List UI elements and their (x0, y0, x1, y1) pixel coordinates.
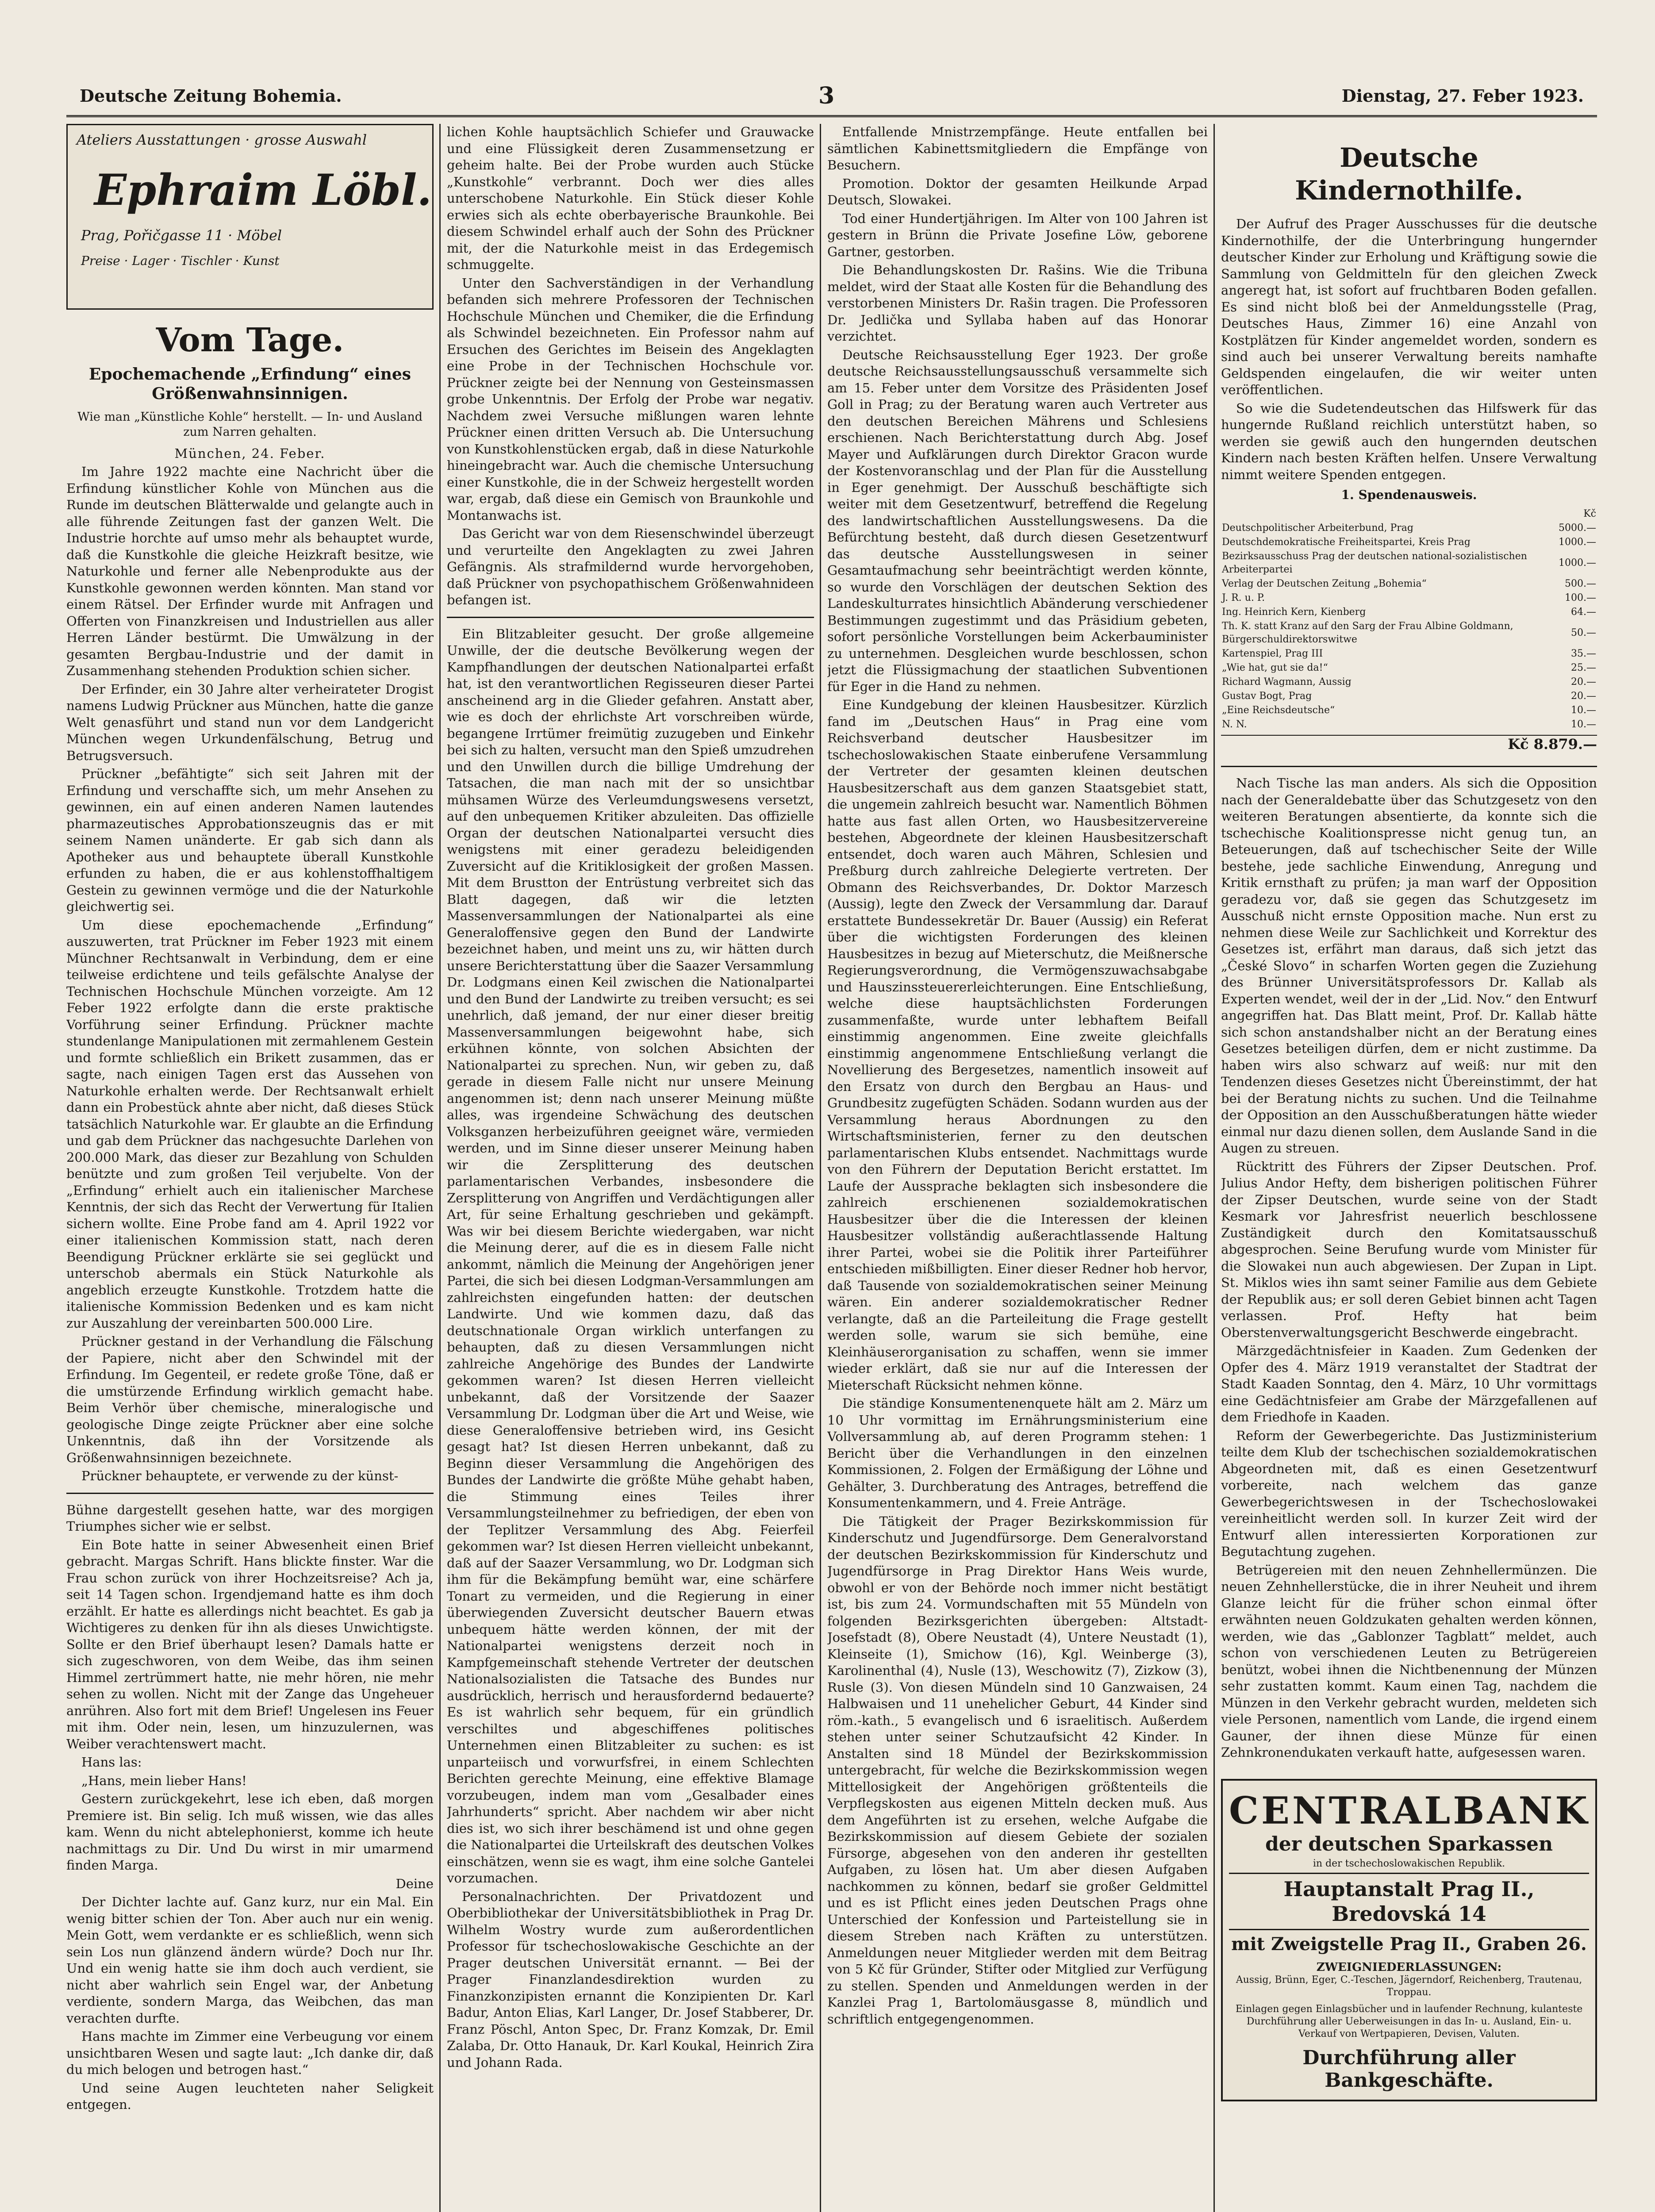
spend-row (1222, 676, 1596, 689)
column-3 (827, 124, 1208, 2212)
news-item: Entfallende Mnistrzempfänge. Heute entfallen bei sämtlichen Kabinettsmitgliedern die Empfänge von Besuchern. (827, 124, 1208, 173)
spend-donor: „Eine Reichsdeutsche“ (1222, 705, 1335, 716)
spend-row (1222, 704, 1596, 717)
spend-row (1222, 522, 1596, 535)
spend-donor: Deutschdemokratische Freiheitspartei, Kreis Prag (1222, 537, 1471, 548)
news-item: Die ständige Konsumentenenquete hält am 2. März um 10 Uhr vormittag im Ernährungsministerium eine Vollversammlung ab, auf deren Programm stehen: 1 Bericht über die Verhandlungen in den einzelnen Kommissionen, 2. Folgen der Ermäßigung der Löhne und Gehälter, 3. Durchberatung des Antrages, betreffend die Konsumentenkammern, und 4. Freie Anträge. (827, 1396, 1208, 1510)
bank-subtitle: der deutschen Sparkassen (1265, 1832, 1553, 1855)
article-paragraph: Das Gericht war von dem Riesenschwindel überzeugt und verurteilte den Angeklagten zu zwei Jahren Gefängnis. Als strafmildernd wurde hervorgehoben, daß Prückner von psychopathischem Größenwahnideen befangen ist. (447, 526, 814, 607)
spend-row (1222, 620, 1596, 646)
spend-row (1222, 606, 1596, 619)
feuilleton-paragraph: Bühne dargestellt gesehen hatte, war des morgigen Triumphes sicher wie er selbst. (66, 1502, 434, 1534)
article-paragraph: Ein Blitzableiter gesucht. Der große allgemeine Unwille, der die deutsche Bevölkerung wegen der Kampfhandlungen der deutschen Nationalpartei erfaßt hat, ist den verantwortlichen Regisseuren dieser Partei anscheinend arg in die Glieder gefahren. Anstatt aber, wie es doch der ehrlichste Art vorschreiben würde, begangene Irrtümer freimütig zuzugeben und Einkehr bei sich zu halten, versucht man den Spieß umzudrehen und den Unwillen durch die billige Umdrehung der Tatsachen, die man nach mit der so unsichtbar mühsamen Würze des Verleumdungswesens versetzt, auf den unbequemen Kritiker abzuleiten. Das offizielle Organ der deutschen Nationalpartei versucht dies wenigstens mit einer geradezu beleidigenden Zuversicht auf die Kritiklosigkeit der großen Massen. Mit dem Brustton der Entrüstung verbreitet sich das Blatt dagegen, daß wir die letzten Massenversammlungen der Nationalpartei als eine Generaloffensive gegen den Bund der Landwirte bezeichnet haben, und meint uns zu, wir hätten durch unsere Berichterstattung über die Saazer Versammlung Dr. Lodgmans einen Keil zwischen die Nationalpartei und den Bund der Landwirte zu treiben versucht; es sei unehrlich, daß jemand, der nur einer dieser breitig Massenversammlungen beigewohnt habe, sich erkühnen könnte, von solchen Absichten der Nationalpartei zu sprechen. Nun, wir geben zu, daß gerade in diesem Falle nicht nur unsere Meinung angenommen ist; denn nach unserer Meinung müßte alles, was irgendeine Schwächung des deutschen Volksganzen herbeizuführen geeignet wäre, vermieden werden, und im Sinne dieser unserer Meinung haben wir die Zersplitterung des deutschen parlamentarischen Verbandes, insbesondere die Zersplitterung von Angriffen und Verdächtigungen aller Art, für seine Erhaltung geschrieben und gekämpft. Was wir bei diesem Berichte wiedergaben, war nicht die Meinung derer, auf die es in diesem Falle nicht ankommt, nämlich die Meinung der Angehörigen jener Partei, die sich bei diesen Lodgman-Versammlungen am zahlreichsten eingefunden hatten: der deutschen Landwirte. Und wie kommen dazu, daß das deutschnationale Organ wirklich unterfangen zu behaupten, daß zu diesen Versammlungen nicht zahlreiche Angehörige des Bundes der Landwirte gekommen waren? Ist diesen Herren vielleicht unbekannt, daß der Vorsitzende der Saazer Versammlung Dr. Lodgman über die Art und Weise, wie diese Generaloffensive betrieben wird, ins Gesicht gesagt hat? Ist diesen Herren unbekannt, daß zu Beginn dieser Versammlung die Angehörigen des Bundes der Landwirte die größte Mühe gehabt haben, die Stimmung eines Teiles ihrer Versammlungsteilnehmer zu befriedigen, der eben von der Teplitzer Versammlung des Abg. Feierfeil gekommen war? Ist diesen Herren vielleicht unbekannt, daß auf der Saazer Versammlung, wo Dr. Lodgman sich ihm für die Bekämpfung bemüht war, eine schärfere Tonart zu vermeiden, und die Regierung in einer überwiegenden Zuversicht deutscher Bauern etwas unbequem hätte werden können, der mit der Nationalpartei wenigstens derzeit noch in Kampfgemeinschaft stehende Vertreter der deutschen Nationalsozialisten die Tatsache des Bundes nur ausdrücklich, herrisch und herausfordernd bedauerte? Es ist wahrlich sehr bequem, für ein gründlich verschiltes und abgeschiffenes politisches Unternehmen einen Blitzableiter zu suchen: es ist unparteiisch und vorwurfsfrei, in einem Schlechten Berichten gerechte Meinung, eine effektive Blamage vorzubeugen, indem man vom „Gesalbader eines Jahrhunderts“ spricht. Aber nachdem wir aber nicht dies ist, wo sich ihrer beschämend ist und ohne gegen die Nationalpartei die Urteilskraft des deutschen Volkes einschätzen, wenn sie es wagt, ihm eine solche Gantelei vorzumachen. (447, 626, 814, 1886)
feuilleton-paragraph: Der Dichter lachte auf. Ganz kurz, nur ein Mal. Ein wenig bitter schien der Ton. Aber auch nur ein wenig. Mein Gott, wem verdankte er es schließlich, wenn sich sein Los nun glänzend ändern würde? Doch nur Ihr. Und ein wenig hatte sie ihm doch auch verdient, sie nicht aber wahrlich sein Engel war, der Anbetung verdiente, sondern Marga, das Weibchen, das man verachten durfte. (66, 1894, 434, 2026)
column-1 (66, 124, 434, 2212)
news-item: Eine Kundgebung der kleinen Hausbesitzer. Kürzlich fand im „Deutschen Haus“ in Prag eine vom Reichsverband deutscher Hausbesitzer im tschechoslowakischen Staate einberufene Versammlung der Vertreter der gesamten kleinen deutschen Hausbesitzerschaft aus dem ganzen Staatsgebiet statt, die ungemein zahlreich besucht war. Namentlich Böhmen hatte aus fast allen Orten, wo Hausbesitzervereine bestehen, Abgeordnete der kleinen Hausbesitzerschaft entsendet, doch waren auch Mähren, Schlesien und Preßburg durch zahlreiche Delegierte vertreten. Der Obmann des Reichsverbandes, Dr. Doktor Marzesch (Aussig), legte den Zweck der Versammlung dar. Darauf erstattete Bundessekretär Dr. Bauer (Aussig) ein Referat über die wichtigsten Forderungen des kleinen Hausbesitzes in bezug auf Mieterschutz, die Meißnersche Regierungsverordnung, die Vermögenszuwachsabgabe und Hauszinssteuererleichterungen. Eine Entschließung, welche diese hauptsächlichsten Forderungen zusammenfaßte, wurde unter lebhaftem Beifall einstimmig angenommen. Eine zweite gleichfalls einstimmig angenommene Entschließung verlangt die Novellierung des Bergesetzes, namentlich insoweit auf den Ersatz von durch den Bergbau an Haus- und Grundbesitz zugefügten Schäden. Sodann wurden aus der Versammlung heraus Abordnungen zu den Wirtschaftsministerien, ferner zu den deutschen parlamentarischen Klubs entsendet. Nachmittags wurde von den Führern der Deputation Bericht erstattet. Im Laufe der Aussprache beklagten sich insbesondere die zahlreich erschienenen sozialdemokratischen Hausbesitzer über die die Interessen der kleinen Hausbesitzer vollständig außerachtlassende Haltung ihrer Partei, wobei sie die Politik ihrer Parteiführer entschieden mißbilligten. Einer dieser Redner hob hervor, daß Tausende von sozialdemokratischen seiner Meinung wären. Ein anderer sozialdemokratischer Redner verlangte, daß an die Parteileitung die Frage gestellt werden solle, warum sie sich bemühe, eine Kleinhäuserorganisation zu schaffen, wenn sie immer wieder erklärt, daß sie nur auf die Interessen der Mieterschaft Rücksicht nehmen könne. (827, 697, 1208, 1393)
article-paragraph: Im Jahre 1922 machte eine Nachricht über die Erfindung künstlicher Kohle von München aus die Runde im deutschen Blätterwalde und gelangte auch in alle führende Zeitungen fast der ganzen Welt. Die Industrie horchte auf umso mehr als behauptet wurde, daß die Kunstkohle die gleiche Heizkraft besitze, wie Naturkohle und ferner alle Nebenprodukte aus der Kunstkohle gewonnen werden könnten. Man stand vor einem Rätsel. Der Erfinder wurde mit Anfragen und Offerten von Finanzkreisen und Industriellen aus aller Herren Länder bestürmt. Die Umwälzung in der gesamten Bergbau-Industrie und der damit in Zusammenhang stehenden Produktion schien sicher. (66, 464, 434, 678)
spend-donor: „Wie hat, gut sie da!“ (1222, 662, 1328, 673)
spend-donor: J. R. u. P. (1222, 592, 1265, 603)
spend-donor: Kartenspiel, Prag III (1222, 648, 1323, 659)
spend-amount: 20.— (1571, 676, 1596, 687)
furniture-advertisement (66, 124, 434, 310)
spend-row (1222, 536, 1596, 549)
spend-amount: 5000.— (1559, 522, 1596, 534)
masthead-date: Dienstag, 27. Feber 1923. (1341, 86, 1584, 106)
spend-row (1222, 647, 1596, 661)
masthead-paper-name: Deutsche Zeitung Bohemia. (80, 86, 342, 106)
spend-total: Kč 8.879.— (1221, 735, 1597, 753)
spend-row (1222, 577, 1596, 591)
spend-donor: Gustav Bogt, Prag (1222, 691, 1312, 702)
ad-company-name: Ephraim Löbl. (94, 165, 432, 215)
feuilleton-paragraph: „Hans, mein lieber Hans! (81, 1773, 247, 1788)
column-4 (1221, 124, 1597, 2212)
ad-tagline: Ateliers Ausstattungen · grosse Auswahl (77, 131, 367, 148)
column-rule (439, 124, 441, 2212)
article-paragraph: lichen Kohle hauptsächlich Schiefer und Grauwacke und eine Flüssigkeit deren Zusammensetzung er geheim halte. Bei der Probe wurden auch Stücke „Kunstkohle“ verbrannt. Doch wer dies alles unterschobene Naturkohle. Ein Stück dieser Kohle erwies sich als echte oberbayerische Braunkohle. Bei diesem Schwindel erhalf auch der Sohn des Prückner mit, der die Naturkohle meist in das Erdegemisch schmuggelte. (447, 124, 814, 272)
feuilleton-paragraph: Ein Bote hatte in seiner Abwesenheit einen Brief gebracht. Margas Schrift. Hans blickte finster. War die Frau schon zurück von ihrer Hochzeitsreise? Ach ja, seit 14 Tagen schon. Irgendjemand hatte es ihm doch erzählt. Er hatte es allerdings nicht beachtet. Es gab ja Wichtigeres zu denken für ihn als dieses Unwichtigste. Sollte er den Brief überhaupt lesen? Damals hatte er sich zugeschworen, von dem Weibe, das ihm seinen Himmel zertrümmert hatte, nie mehr hören, nie mehr sehen zu wollen. Nicht mit der Zange das Ungeheuer anrühren. Also fort mit dem Brief! Ungelesen ins Feuer mit ihm. Oder nein, lesen, um hinzuzulernen, was Weiber verachtenswert macht. (66, 1537, 434, 1751)
news-item: Tod einer Hundertjährigen. Im Alter von 100 Jahren ist gestern in Brünn die Private Josefine Löw, geborene Gartner, gestorben. (827, 211, 1208, 259)
spend-amount: 10.— (1571, 705, 1596, 716)
spend-currency: Kč (1583, 508, 1596, 519)
spend-donor: Ing. Heinrich Kern, Kienberg (1222, 607, 1366, 618)
spend-row (1222, 550, 1596, 576)
masthead (66, 80, 1597, 117)
article-divider (447, 617, 814, 618)
bank-services: Einlagen gegen Einlagsbücher und in laufender Rechnung, kulanteste Durchführung aller Ueberweisungen in das In- u. Ausland, Ein- u. Verkauf von Wertpapieren, Devisen, Valuten. (1235, 2003, 1583, 2039)
page-number: 3 (818, 82, 835, 109)
spend-amount: 20.— (1571, 691, 1596, 702)
spend-amount: 35.— (1571, 648, 1596, 659)
bank-slogan: Durchführung aller Bankgeschäfte. (1302, 2046, 1516, 2092)
column-rule (820, 124, 821, 2212)
spend-amount: 1000.— (1559, 557, 1596, 568)
article-paragraph: Prückner „befähtigte“ sich seit Jahren mit der Erfindung und verschaffte sich, um mehr Ansehen zu gewinnen, ein auf einen anderen Namen lautendes pharmazeutisches Approbationszeugnis das er mit seinem Namen unänderte. Er gab sich dann als Apotheker aus und behauptete überall Kunstkohle erfunden zu haben, die er aus kohlenstoffhaltigem Gestein zu gewinnen vermöge und die der Naturkohle gleichwertig sei. (66, 766, 434, 914)
spend-amount: 100.— (1565, 592, 1596, 603)
spend-amount: 10.— (1571, 719, 1596, 730)
spend-donor: Richard Wagmann, Aussig (1222, 676, 1352, 687)
spend-row (1222, 718, 1596, 731)
article-paragraph: Der Erfinder, ein 30 Jahre alter verheirateter Drogist namens Ludwig Prückner aus München, hatte die ganze Welt genasführt und stand nun vor dem Landgericht München wegen Urkundenfälschung, Betrug und Betrugsversuch. (66, 681, 434, 763)
feuilleton-paragraph: Deine (396, 1876, 434, 1891)
news-item: Rücktritt des Führers der Zipser Deutschen. Prof. Julius Andor Hefty, dem bisherigen politischen Führer der Zipser Deutschen, wurde seine von der Stadt Kesmark vor Jahresfrist neuerlich beschlossene Zuständigkeit durch den Komitatsausschuß abgesprochen. Seine Berufung wurde vom Minister für die Slowakei nun auch abgewiesen. Der Zupan in Lipt. St. Miklos wies ihn samt seiner Familie aus dem Gebiete der Republik aus; er soll deren Gebiet binnen acht Tagen verlassen. Prof. Hefty hat beim Oberstenverwaltungsgericht Beschwerde eingebracht. (1221, 1159, 1597, 1340)
newspaper-page (66, 66, 1597, 2212)
spend-amount: 50.— (1571, 627, 1596, 638)
bank-name: CENTRALBANK (1229, 1788, 1590, 1832)
section-headline: Vom Tage. (156, 321, 344, 359)
spend-list-title: 1. Spendenausweis. (1341, 488, 1477, 502)
spend-donor: Verlag der Deutschen Zeitung „Bohemia“ (1222, 578, 1427, 589)
feuilleton-divider (66, 1493, 434, 1494)
article-paragraph: So wie die Sudetendeutschen das Hilfswerk für das hungernde Rußland reichlich unterstützt haben, so werden sie gewiß auch den hungernden deutschen Kindern nach besten Kräften helfen. Unsere Verwaltung nimmt weitere Spenden entgegen. (1221, 400, 1597, 482)
article-paragraph: Personalnachrichten. Der Privatdozent und Oberbibliothekar der Universitätsbibliothek in Prag Dr. Wilhelm Wostry wurde zum außerordentlichen Professor für tschechoslowakische Geschichte an der Prager deutschen Universität ernannt. — Bei der Prager Finanzlandesdirektion wurden zu Finanzkonzipisten ernannt die Konzipienten Dr. Karl Badur, Anton Elias, Karl Langer, Dr. Josef Stabberer, Dr. Franz Pöschl, Anton Spec, Dr. Franz Komzak, Dr. Emil Zalaba, Dr. Otto Hanauk, Dr. Karl Koukal, Heinrich Zira und Johann Rada. (447, 1889, 814, 2070)
spend-donor: Bezirksausschuss Prag der deutschen national-sozialistischen Arbeiterpartei (1222, 551, 1527, 575)
bank-branches: Aussig, Brünn, Eger, C.-Teschen, Jägerndorf, Reichenberg, Trautenau, Troppau. (1236, 1974, 1582, 1998)
spend-donor: N. N. (1222, 719, 1247, 730)
spend-list (1221, 507, 1597, 732)
news-item: Promotion. Doktor der gesamten Heilkunde Arpad Deutsch, Slowakei. (827, 176, 1208, 207)
feuilleton-paragraph: Gestern zurückgekehrt, lese ich eben, daß morgen Premiere ist. Bin selig. Ich muß wissen, wie das alles kam. Wenn du nicht abtelephonierst, komme ich heute nachmittags zu Dir. Und Du wirst in mir umarmend finden Marga. (66, 1791, 434, 1873)
news-item: Nach Tische las man anders. Als sich die Opposition nach der Generaldebatte über das Schutzgesetz von den weiteren Beratungen absentierte, da konnte sich die tschechische Koalitionspresse nicht genug tun, an Beteuerungen, daß auf tschechischer Seite der Wille bestehe, jede sachliche Einwendung, Anregung und Kritik ernsthaft zu prüfen; ja man warf der Opposition geradezu vor, daß sie gegen das Schutzgesetz im Ausschuß nicht ernste Opposition mache. Nun erst zu nehmen diese Weile zur Sachlichkeit und Korrektur des Gesetzes ist, erfährt man daraus, daß sich jetzt das „České Slovo“ in scharfen Worten gegen die Zuziehung des Brünner Universitätsprofessors Dr. Kallab als Experten wendet, weil der in der „Lid. Nov.“ den Entwurf angegriffen hat. Das Blatt meint, Prof. Dr. Kallab hätte sich schon anstandshalber nicht an der Beratung eines Gesetzes beteiligen dürfen, dem er nicht zustimme. Da haben wirs also schwarz auf weiß: nur mit den Tendenzen dieses Gesetzes nicht Übereinstimmt, der hat bei der Beratung nichts zu suchen. Und die Teilnahme der Opposition an den Ausschußberatungen hätte wieder einmal nur dazu dienen sollen, dem Auslande Sand in die Augen zu streuen. (1221, 776, 1597, 1156)
bank-branches-title: ZWEIGNIEDERLASSUNGEN: (1316, 1960, 1502, 1974)
article-paragraph: Prückner gestand in der Verhandlung die Fälschung der Papiere, nicht aber den Schwindel mit der Erfindung. Im Gegenteil, er redete große Töne, daß er die umstürzende Erfindung wirklich gemacht habe. Beim Verhör über chemische, mineralogische und geologische Dinge zeigte Prückner aber eine solche Unkenntnis, daß ihn der Vorsitzende als Größenwahnsinnigen bezeichnete. (66, 1334, 434, 1465)
bank-branch: mit Zweigstelle Prag II., Graben 26. (1231, 1933, 1587, 1955)
article-divider (1221, 766, 1597, 767)
spend-row (1222, 591, 1596, 605)
news-item: Die Tätigkeit der Prager Bezirkskommission für Kinderschutz und Jugendfürsorge. Dem Generalvorstand der deutschen Bezirkskommission für Kinderschutz und Jugendfürsorge in Prag Direktor Hans Weis wurde, obwohl er von der Behörde noch immer nicht bestätigt ist, bis zum 24. Vormundschaften mit 55 Mündeln von folgenden Bezirksgerichten übergeben: Altstadt-Josefstadt (8), Obere Neustadt (4), Untere Neustadt (1), Kleinseite (1), Smichow (16), Kgl. Weinberge (3), Karolinenthal (4), Nusle (13), Weschowitz (7), Zizkow (3), Rusle (3). Von diesen Mündeln sind 10 Ganzwaisen, 24 Halbwaisen und 11 unehelicher Geburt, 44 Kinder sind röm.-kath., 5 evangelisch und 6 israelitisch. Außerdem stehen unter seiner Schutzaufsicht 42 Kinder. In Anstalten sind 18 Mündel der Bezirkskommission untergebracht, für welche die Bezirkskommission wegen Mittellosigkeit der Angehörigen größtenteils die Verpflegskosten aus eigenen Mitteln decken muß. Aus dem Angeführten ist zu ersehen, welche Aufgabe die Bezirkskommission auf diesem Gebiete der sozialen Fürsorge, abgesehen von den anderen ihr gestellten Aufgaben, zu lösen hat. Um aber diesen Aufgaben nachkommen zu können, bedarf sie großer Geldmittel und es ist Pflicht eines jeden Deutschen Prags ohne Unterschied der Konfession und Parteistellung sie in diesem Streben nach Kräften zu unterstützen. Anmeldungen neuer Mitglieder werden mit dem Beitrag von 5 Kč für Gründer, Stifter oder Mitglied zur Verfügung zu stellen. Spenden und Anmeldungen werden in der Kanzlei Prag 1, Bartolomäusgasse 8, mündlich und schriftlich entgegengenommen. (827, 1513, 1208, 2027)
kindernothilfe-headline: Deutsche Kindernothilfe. (1295, 142, 1523, 206)
spend-row (1222, 690, 1596, 703)
news-item: Die Behandlungskosten Dr. Rašins. Wie die Tribuna meldet, wird der Staat alle Kosten für die Behandlung des verstorbenen Ministers Dr. Rašin tragen. Die Professoren Dr. Jedlička und Syllaba haben auf das Honorar verzichtet. (827, 262, 1208, 344)
article-dateline: München, 24. Feber. (174, 446, 326, 461)
bank-headquarters: Hauptanstalt Prag II., Bredovská 14 (1229, 1873, 1589, 1930)
news-item: Deutsche Reichsausstellung Eger 1923. Der große deutsche Reichsausstellungsausschuß versammelte sich am 15. Feber unter dem Vorsitze des Präsidenten Josef Goll in Prag; zu der Beratung waren auch Vertreter aus den deutschen Bereichen Mährens und Schlesiens erschienen. Nach Berichterstattung durch Abg. Josef Mayer und Aufklärungen durch Direktor Gracon wurde der Kostenvoranschlag und der Plan für die Ausstellung in Eger genehmigt. Der Ausschuß beschäftigte sich weiter mit dem Gesetzentwurf, betreffend die Regelung des landwirtschaftlichen Ausstellungswesens. Da die Befürchtung besteht, daß durch diesen Gesetzentwurf das deutsche Ausstellungswesen in seiner Gesamtaufmachung sehr beeinträchtigt werden könnte, so wurde den Vorschlägen der deutschen Sektion des Landeskulturrates hinsichtlich Abänderung verschiedener Bestimmungen zugestimmt und das Präsidium gebeten, sofort persönliche Vorstellungen beim Ackerbauminister zu unternehmen. Desgleichen wurde beschlossen, schon jetzt die Flüssigmachung der staatlichen Subventionen für Eger in die Hand zu nehmen. (827, 347, 1208, 694)
ad-address: Prag, Pořičgasse 11 · Möbel (81, 227, 282, 244)
feuilleton-paragraph: Hans las: (81, 1755, 142, 1770)
spend-amount: 64.— (1571, 607, 1596, 618)
column-rule (1213, 124, 1215, 2212)
centralbank-advertisement (1221, 1779, 1597, 2101)
article-paragraph: Der Aufruf des Prager Ausschusses für die deutsche Kindernothilfe, der die Unterbringung hungernder deutscher Kinder zur Erholung und Kräftigung sowie die Sammlung von Geldmitteln für den gleichen Zweck angeregt hat, ist sofort auf fruchtbaren Boden gefallen. Es sind nicht bloß bei der Anmeldungsstelle (Prag, Deutsches Haus, Zimmer 16) eine Anzahl von Kostplätzen für Kinder angemeldet worden, sondern es sind auch bei unserer Verwaltung bereits namhafte Geldspenden eingelaufen, die wir weiter unten veröffentlichen. (1221, 216, 1597, 397)
news-item: Betrügereien mit den neuen Zehnhellermünzen. Die neuen Zehnhellerstücke, die in ihrer Neuheit und ihrem Glanze leicht für die früher schon einmal öfter erwähnten neuen Goldzukaten gehalten werden können, werden, wie das „Gablonzer Tagblatt“ meldet, auch schon von verschiedenen Leuten zu Betrügereien benützt, wobei ihnen die Nichtbenennung der Münzen sehr zustatten kommt. Kaum einen Tag, nachdem die Münzen in den Verkehr gebracht wurden, meldeten sich viele Personen, namentlich vom Lande, die irgend einem Gauner, der ihnen diese Münze für einen Zehnkronendukaten verkauft hatte, aufgesessen waren. (1221, 1562, 1597, 1760)
column-2 (447, 124, 814, 2212)
article-paragraph: Um diese epochemachende „Erfindung“ auszuwerten, trat Prückner im Feber 1923 mit einem Münchner Rechtsanwalt in Verbindung, dem er eine teilweise erdichtene und teils gefälschte Analyse der Technischen Hochschule München vorzeigte. Am 12 Feber 1922 erfolgte dann die erste praktische Vorführung seiner Erfindung. Prückner machte stundenlange Manipulationen mit zermahlenem Gestein und formte schließlich ein Brikett zusammen, das er sagte, nach einigen Tagen erst das Aussehen von Naturkohle erhalten werde. Der Rechtsanwalt erhielt dann ein Probestück ahnte aber nicht, daß dieses Stück tatsächlich Naturkohle war. Er glaubte an die Erfindung und gab dem Prückner das nachgesuchte Darlehen von 200.000 Mark, das dieser zur Bezahlung von Schulden benützte und zum großen Teil verjubelte. Von der „Erfindung“ erhielt auch ein italienischer Marchese Kenntnis, der sich das Recht der Verwertung für Italien sichern wollte. Eine Probe fand am 4. April 1922 vor einer italienischen Kommission statt, nach deren Beendigung Prückner erklärte sie sei geglückt und unterschob abermals ein Stück Naturkohle als angeblich erzeugte Kunstkohle. Trotzdem hatte die italienische Kommission Bedenken und es kam nicht zur Auszahlung der vereinbarten 500.000 Lire. (66, 917, 434, 1331)
ad-footer: Preise · Lager · Tischler · Kunst (81, 253, 280, 268)
article-paragraph: Unter den Sachverständigen in der Verhandlung befanden sich mehrere Professoren der Technischen Hochschule München und Chemiker, die die Erfindung als Schwindel bezeichneten. Ein Professor nahm auf Ersuchen des Gerichtes im Beisein des Angeklagten eine Probe in der Technischen Hochschule vor. Prückner zeigte bei der Nennung von Gesteinsmassen grobe Unkenntnis. Der Erfolg der Probe war negativ. Nachdem zwei Versuche mißlungen waren lehnte Prückner einen dritten Versuch ab. Die Untersuchung von Kunstkohlenstücken ergab, daß in diese Naturkohle hineingebracht war. Auch die chemische Untersuchung einer Kunstkohle, die in der Schweiz hergestellt worden war, ergab, daß diese ein Gemisch von Braunkohle und Montanwachs ist. (447, 275, 814, 523)
news-item: Märzgedächtnisfeier in Kaaden. Zum Gedenken der Opfer des 4. März 1919 veranstaltet der Stadtrat der Stadt Kaaden Sonntag, den 4. März, 10 Uhr vormittags eine Gedächtnisfeier am Grabe der Märzgefallenen auf dem Friedhofe in Kaaden. (1221, 1343, 1597, 1425)
spend-amount: 25.— (1571, 662, 1596, 673)
article-headline: Epochemachende „Erfindung“ eines Größenwahnsinnigen. (88, 365, 411, 403)
spend-donor: Deutschpolitischer Arbeiterbund, Prag (1222, 522, 1413, 534)
feuilleton-paragraph: Und seine Augen leuchteten naher Seligkeit entgegen. (66, 2080, 434, 2112)
spend-donor: Th. K. statt Kranz auf den Sarg der Frau Albine Goldmann, Bürgerschuldirektorswitwe (1222, 621, 1513, 645)
bank-country: in der tschechoslowakischen Republik. (1313, 1858, 1505, 1869)
news-item: Reform der Gewerbegerichte. Das Justizministerium teilte dem Klub der tschechischen sozialdemokratischen Abgeordneten mit, daß es einen Gesetzentwurf vorbereite, nach welchem das ganze Gewerbegerichtswesen in der Tschechoslowakei vereinheitlicht werden soll. In kurzer Zeit wird der Entwurf allen interessierten Korporationen zur Begutachtung zugehen. (1221, 1428, 1597, 1559)
spend-row (1222, 661, 1596, 675)
spend-amount: 500.— (1565, 578, 1596, 589)
article-dek: Wie man „Künstliche Kohle“ herstellt. — In- und Ausland zum Narren gehalten. (77, 410, 422, 439)
feuilleton-paragraph: Hans machte im Zimmer eine Verbeugung vor einem unsichtbaren Wesen und sagte laut: „Ich danke dir, daß du mich belogen und betrogen hast.“ (66, 2029, 434, 2077)
article-paragraph: Prückner behauptete, er verwende zu der künst- (81, 1468, 399, 1483)
spend-amount: 1000.— (1559, 537, 1596, 548)
